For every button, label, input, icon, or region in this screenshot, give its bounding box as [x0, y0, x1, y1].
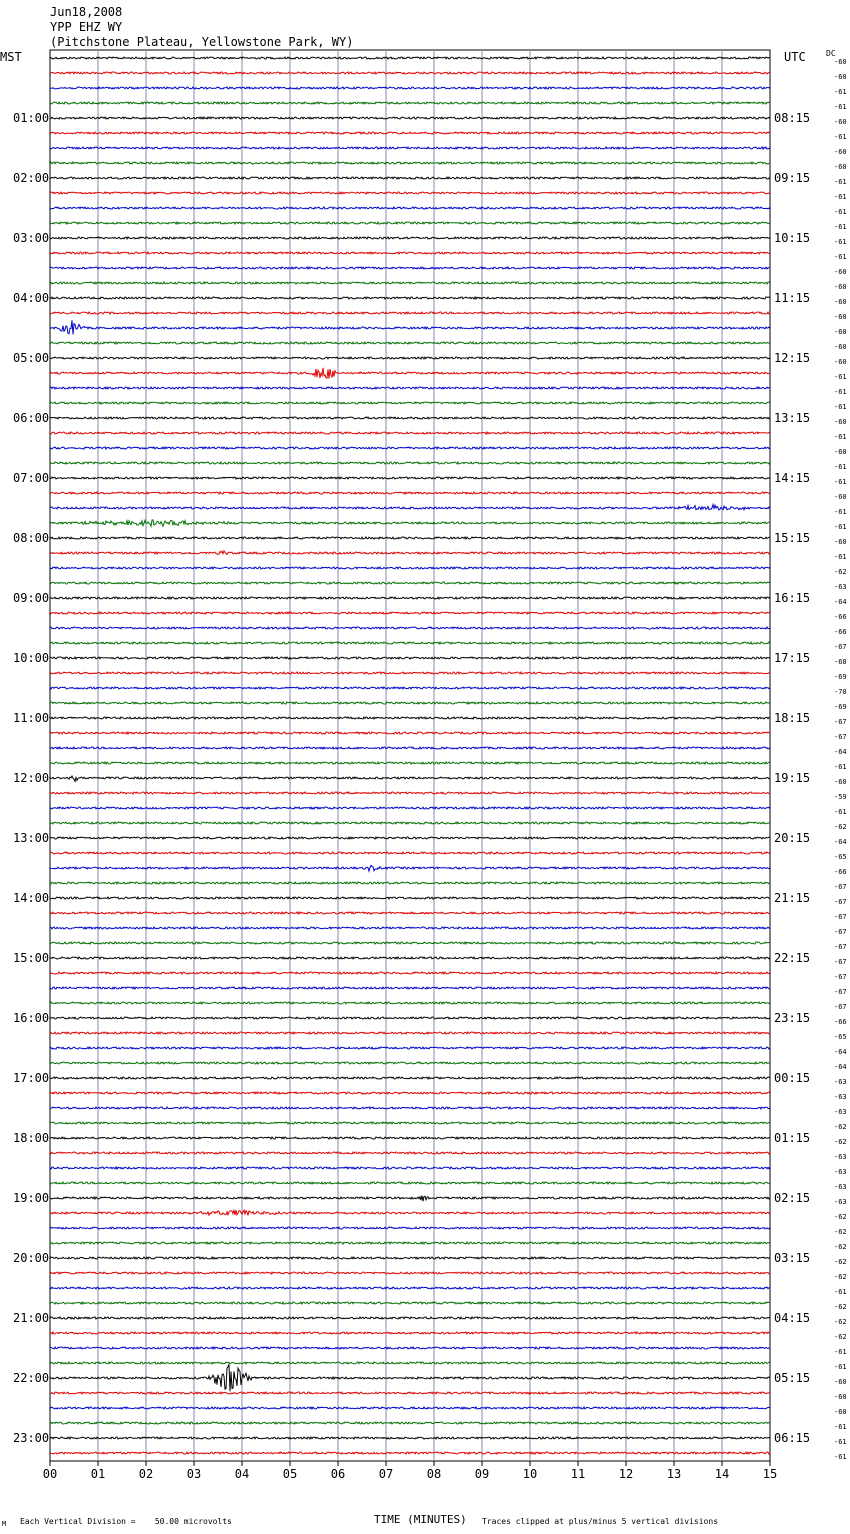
dc-offset-label: -61: [834, 553, 847, 561]
trace-line: [50, 177, 770, 179]
dc-offset-label: -61: [834, 373, 847, 381]
trace-line: [50, 776, 770, 781]
trace-line: [50, 1182, 770, 1184]
dc-offset-label: -61: [834, 238, 847, 246]
trace-line: [50, 1077, 770, 1079]
trace-line: [50, 1302, 770, 1304]
date-label: Jun18,2008: [50, 5, 123, 19]
trace-line: [50, 462, 770, 464]
trace-line: [50, 1017, 770, 1019]
trace-line: [50, 1452, 770, 1454]
x-tick-label: 13: [666, 1467, 682, 1481]
left-hour-label: 02:00: [13, 171, 50, 185]
trace-line: [50, 1257, 770, 1259]
dc-offset-label: -62: [834, 1243, 847, 1251]
right-hour-label: 21:15: [774, 891, 811, 905]
dc-offset-label: -64: [834, 748, 847, 756]
dc-offset-label: -64: [834, 1048, 847, 1056]
dc-offset-label: -60: [834, 58, 847, 66]
x-tick-label: 11: [570, 1467, 586, 1481]
x-tick-label: 15: [762, 1467, 778, 1481]
dc-offset-label: -67: [834, 913, 847, 921]
trace-line: [50, 582, 770, 584]
dc-offset-label: -60: [834, 493, 847, 501]
trace-line: [50, 702, 770, 704]
dc-offset-label: -62: [834, 1303, 847, 1311]
trace-line: [50, 237, 770, 239]
left-hour-label: 12:00: [13, 771, 50, 785]
location-label: (Pitchstone Plateau, Yellowstone Park, WY): [50, 35, 354, 49]
left-hour-label: 05:00: [13, 351, 50, 365]
trace-line: [50, 987, 770, 989]
dc-offset-label: -69: [834, 673, 847, 681]
trace-line: [50, 551, 770, 555]
dc-offset-label: -69: [834, 703, 847, 711]
left-hour-label: 16:00: [13, 1011, 50, 1025]
right-hour-label: 14:15: [774, 471, 811, 485]
dc-offset-label: -62: [834, 1228, 847, 1236]
dc-offset-label: -63: [834, 1183, 847, 1191]
dc-offset-label: -67: [834, 988, 847, 996]
right-hour-label: 12:15: [774, 351, 811, 365]
x-tick-label: 06: [330, 1467, 346, 1481]
x-tick-label: 04: [234, 1467, 250, 1481]
right-hour-label: 20:15: [774, 831, 811, 845]
trace-line: [50, 320, 770, 334]
dc-offset-label: -61: [834, 463, 847, 471]
trace-line: [50, 897, 770, 899]
trace-line: [50, 1347, 770, 1349]
right-hour-label: 03:15: [774, 1251, 811, 1265]
trace-line: [50, 492, 770, 494]
trace-line: [50, 627, 770, 629]
trace-line: [50, 520, 770, 526]
dc-offset-label: -63: [834, 1108, 847, 1116]
trace-line: [50, 1047, 770, 1049]
trace-line: [50, 822, 770, 824]
x-axis-title: TIME (MINUTES): [374, 1513, 467, 1526]
dc-offset-label: -62: [834, 823, 847, 831]
right-hour-label: 23:15: [774, 1011, 811, 1025]
scale-note: Each Vertical Division = 50.00 microvolts: [20, 1517, 232, 1526]
left-hour-label: 20:00: [13, 1251, 50, 1265]
trace-line: [50, 368, 770, 379]
dc-offset-label: -60: [834, 538, 847, 546]
trace-line: [50, 117, 770, 119]
dc-offset-label: -66: [834, 628, 847, 636]
trace-line: [50, 612, 770, 614]
trace-line: [50, 72, 770, 74]
left-hour-label: 06:00: [13, 411, 50, 425]
dc-offset-label: -70: [834, 688, 847, 696]
dc-offset-label: -63: [834, 1093, 847, 1101]
trace-line: [50, 432, 770, 434]
dc-offset-label: -60: [834, 448, 847, 456]
dc-offset-label: -60: [834, 358, 847, 366]
trace-line: [50, 837, 770, 839]
right-hour-label: 02:15: [774, 1191, 811, 1205]
time-gridlines: [50, 50, 770, 1461]
trace-line: [50, 927, 770, 929]
trace-line: [50, 1107, 770, 1109]
dc-offset-label: -64: [834, 1063, 847, 1071]
dc-offset-label: -61: [834, 523, 847, 531]
trace-line: [50, 852, 770, 854]
trace-line: [50, 1210, 770, 1216]
trace-line: [50, 657, 770, 659]
dc-offset-label: -61: [834, 133, 847, 141]
x-tick-label: 05: [282, 1467, 298, 1481]
right-hour-label: 22:15: [774, 951, 811, 965]
left-hour-label: 14:00: [13, 891, 50, 905]
trace-line: [50, 1242, 770, 1244]
x-tick-label: 03: [186, 1467, 202, 1481]
dc-offset-label: -60: [834, 118, 847, 126]
dc-offset-label: -62: [834, 1318, 847, 1326]
dc-offset-label: -67: [834, 733, 847, 741]
dc-offset-label: -60: [834, 778, 847, 786]
dc-offset-label: -60: [834, 1408, 847, 1416]
dc-offset-label: -62: [834, 1213, 847, 1221]
trace-line: [50, 102, 770, 104]
dc-label: DC: [826, 49, 836, 58]
x-tick-label: 09: [474, 1467, 490, 1481]
station-label: YPP EHZ WY: [50, 20, 123, 34]
trace-line: [50, 357, 770, 359]
trace-line: [50, 717, 770, 719]
right-timezone-label: UTC: [784, 50, 806, 64]
dc-offset-label: -62: [834, 1138, 847, 1146]
dc-offset-label: -60: [834, 418, 847, 426]
dc-offset-label: -67: [834, 1003, 847, 1011]
dc-offset-label: -60: [834, 298, 847, 306]
dc-offset-label: -61: [834, 1348, 847, 1356]
dc-offset-label: -60: [834, 283, 847, 291]
right-hour-label: 00:15: [774, 1071, 811, 1085]
dc-offset-label: -61: [834, 253, 847, 261]
left-hour-label: 19:00: [13, 1191, 50, 1205]
trace-line: [50, 447, 770, 449]
trace-line: [50, 807, 770, 809]
trace-line: [50, 732, 770, 734]
trace-line: [50, 402, 770, 404]
dc-offset-label: -60: [834, 313, 847, 321]
dc-offset-label: -68: [834, 658, 847, 666]
dc-offset-label: -65: [834, 1033, 847, 1041]
trace-line: [50, 57, 770, 59]
trace-line: [50, 1032, 770, 1034]
trace-line: [50, 222, 770, 224]
right-hour-label: 16:15: [774, 591, 811, 605]
trace-line: [50, 747, 770, 749]
trace-line: [50, 207, 770, 209]
left-hour-label: 13:00: [13, 831, 50, 845]
dc-offset-label: -63: [834, 1153, 847, 1161]
dc-offset-label: -61: [834, 433, 847, 441]
trace-line: [50, 162, 770, 164]
trace-line: [50, 1317, 770, 1319]
right-hour-label: 08:15: [774, 111, 811, 125]
trace-line: [50, 87, 770, 89]
left-hour-label: 04:00: [13, 291, 50, 305]
dc-offset-label: -61: [834, 1288, 847, 1296]
dc-offset-label: -67: [834, 943, 847, 951]
trace-line: [50, 1272, 770, 1274]
trace-line: [50, 1152, 770, 1154]
right-hour-label: 17:15: [774, 651, 811, 665]
clip-note: Traces clipped at plus/minus 5 vertical divisions: [482, 1517, 719, 1526]
dc-offset-label: -62: [834, 1273, 847, 1281]
dc-offset-label: -60: [834, 73, 847, 81]
left-hour-label: 07:00: [13, 471, 50, 485]
dc-offset-label: -61: [834, 223, 847, 231]
right-hour-label: 10:15: [774, 231, 811, 245]
right-hour-label: 19:15: [774, 771, 811, 785]
dc-offset-label: -63: [834, 583, 847, 591]
dc-offset-label: -61: [834, 808, 847, 816]
dc-offset-label: -61: [834, 1438, 847, 1446]
dc-offset-label: -60: [834, 148, 847, 156]
dc-offset-label: -61: [834, 763, 847, 771]
dc-offset-label: -67: [834, 643, 847, 651]
dc-offset-label: -62: [834, 1258, 847, 1266]
dc-offset-label: -61: [834, 508, 847, 516]
trace-line: [50, 912, 770, 914]
left-hour-label: 09:00: [13, 591, 50, 605]
dc-offset-label: -62: [834, 568, 847, 576]
trace-line: [50, 147, 770, 149]
trace-line: [50, 597, 770, 599]
trace-line: [50, 537, 770, 539]
left-timezone-label: MST: [0, 50, 22, 64]
trace-line: [50, 387, 770, 389]
trace-line: [50, 1362, 770, 1364]
x-tick-label: 10: [522, 1467, 538, 1481]
dc-offset-label: -61: [834, 1363, 847, 1371]
right-hour-label: 11:15: [774, 291, 811, 305]
dc-offset-label: -63: [834, 1078, 847, 1086]
dc-offset-label: -64: [834, 598, 847, 606]
corner-mark: M: [2, 1520, 7, 1528]
dc-offset-label: -60: [834, 343, 847, 351]
trace-line: [50, 312, 770, 314]
trace-line: [50, 505, 770, 510]
trace-line: [50, 1422, 770, 1424]
trace-line: [50, 672, 770, 674]
dc-offset-label: -67: [834, 898, 847, 906]
plot-frame: [50, 50, 770, 1461]
dc-offset-label: -59: [834, 793, 847, 801]
dc-offset-label: -67: [834, 928, 847, 936]
right-hour-label: 06:15: [774, 1431, 811, 1445]
trace-group: [50, 57, 770, 1454]
left-hour-label: 18:00: [13, 1131, 50, 1145]
dc-offset-label: -67: [834, 973, 847, 981]
dc-offset-label: -64: [834, 838, 847, 846]
x-tick-label: 02: [138, 1467, 154, 1481]
trace-line: [50, 972, 770, 974]
trace-line: [50, 1167, 770, 1169]
dc-offset-label: -61: [834, 478, 847, 486]
x-tick-label: 00: [42, 1467, 58, 1481]
trace-line: [50, 252, 770, 254]
trace-line: [50, 957, 770, 959]
trace-line: [50, 1437, 770, 1439]
x-tick-label: 08: [426, 1467, 442, 1481]
dc-offset-label: -60: [834, 268, 847, 276]
trace-line: [50, 1092, 770, 1094]
trace-line: [50, 1392, 770, 1394]
left-hour-label: 10:00: [13, 651, 50, 665]
left-hour-label: 22:00: [13, 1371, 50, 1385]
dc-offset-label: -61: [834, 193, 847, 201]
left-hour-label: 21:00: [13, 1311, 50, 1325]
trace-line: [50, 1196, 770, 1202]
dc-offset-label: -67: [834, 718, 847, 726]
dc-offset-label: -66: [834, 868, 847, 876]
right-hour-label: 05:15: [774, 1371, 811, 1385]
dc-offset-label: -62: [834, 1333, 847, 1341]
dc-offset-label: -61: [834, 208, 847, 216]
left-hour-label: 23:00: [13, 1431, 50, 1445]
trace-line: [50, 762, 770, 764]
trace-line: [50, 267, 770, 269]
dc-offset-label: -61: [834, 178, 847, 186]
trace-line: [50, 865, 770, 871]
trace-line: [50, 642, 770, 644]
left-hour-label: 15:00: [13, 951, 50, 965]
trace-line: [50, 882, 770, 884]
dc-offset-label: -67: [834, 958, 847, 966]
trace-line: [50, 1137, 770, 1139]
dc-offset-label: -60: [834, 328, 847, 336]
left-hour-label: 01:00: [13, 111, 50, 125]
trace-line: [50, 792, 770, 794]
left-hour-label: 11:00: [13, 711, 50, 725]
dc-offset-label: -63: [834, 1168, 847, 1176]
x-tick-label: 01: [90, 1467, 106, 1481]
trace-line: [50, 1332, 770, 1334]
dc-offset-label: -61: [834, 1453, 847, 1461]
right-hour-label: 01:15: [774, 1131, 811, 1145]
dc-offset-label: -66: [834, 613, 847, 621]
trace-line: [50, 477, 770, 479]
left-hour-label: 03:00: [13, 231, 50, 245]
trace-line: [50, 1365, 770, 1392]
dc-offset-label: -61: [834, 103, 847, 111]
trace-line: [50, 297, 770, 299]
dc-offset-label: -61: [834, 403, 847, 411]
trace-line: [50, 1002, 770, 1004]
dc-offset-label: -61: [834, 388, 847, 396]
trace-line: [50, 132, 770, 134]
x-tick-label: 14: [714, 1467, 730, 1481]
dc-offset-label: -66: [834, 1018, 847, 1026]
dc-offset-label: -67: [834, 883, 847, 891]
left-hour-label: 17:00: [13, 1071, 50, 1085]
trace-line: [50, 942, 770, 944]
trace-line: [50, 1227, 770, 1229]
dc-offset-label: -65: [834, 853, 847, 861]
trace-line: [50, 1122, 770, 1124]
trace-line: [50, 687, 770, 689]
dc-offset-label: -61: [834, 88, 847, 96]
x-tick-label: 07: [378, 1467, 394, 1481]
right-hour-label: 13:15: [774, 411, 811, 425]
trace-line: [50, 417, 770, 419]
left-hour-label: 08:00: [13, 531, 50, 545]
right-hour-label: 09:15: [774, 171, 811, 185]
trace-line: [50, 1287, 770, 1289]
right-hour-label: 04:15: [774, 1311, 811, 1325]
dc-offset-label: -60: [834, 163, 847, 171]
x-tick-label: 12: [618, 1467, 634, 1481]
dc-offset-label: -60: [834, 1393, 847, 1401]
right-hour-label: 15:15: [774, 531, 811, 545]
right-hour-label: 18:15: [774, 711, 811, 725]
dc-offset-label: -61: [834, 1423, 847, 1431]
trace-line: [50, 1407, 770, 1409]
trace-line: [50, 342, 770, 344]
trace-line: [50, 1062, 770, 1064]
trace-line: [50, 192, 770, 194]
dc-offset-label: -63: [834, 1198, 847, 1206]
dc-offset-label: -60: [834, 1378, 847, 1386]
dc-offset-label: -62: [834, 1123, 847, 1131]
trace-line: [50, 567, 770, 569]
trace-line: [50, 282, 770, 284]
